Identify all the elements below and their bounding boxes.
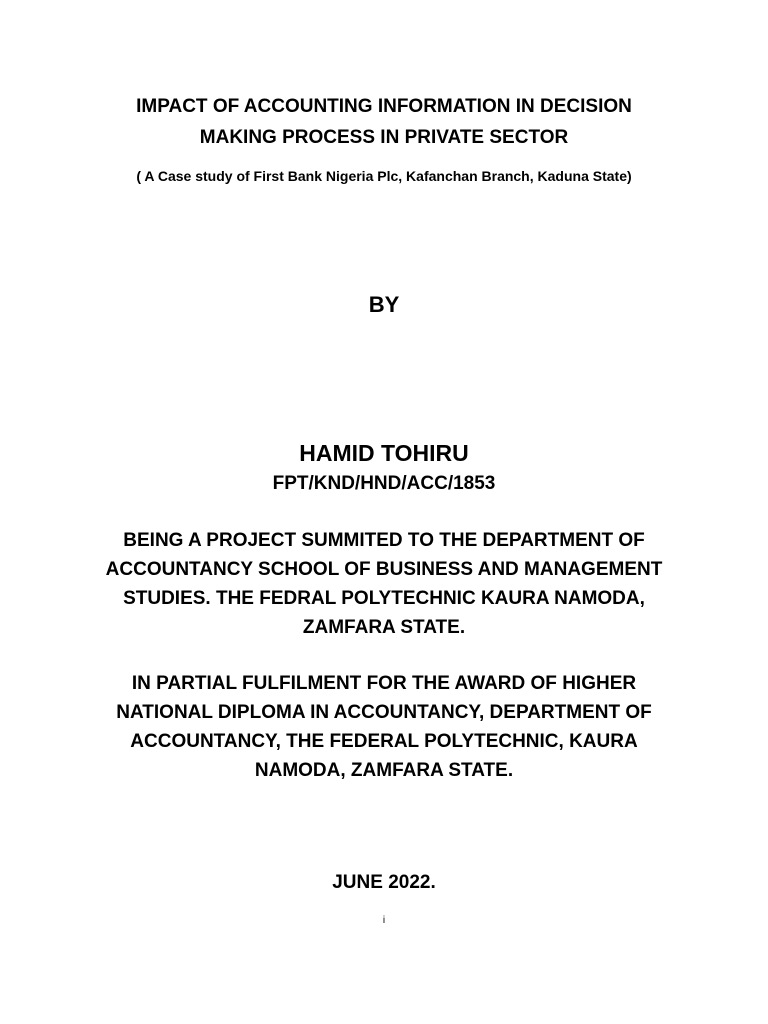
submission-line-1: BEING A PROJECT SUMMITED TO THE DEPARTMENT OF bbox=[123, 530, 645, 551]
fulfilment-line-3: ACCOUNTANCY, THE FEDERAL POLYTECHNIC, KAURA bbox=[130, 731, 638, 752]
title-line-1: IMPACT OF ACCOUNTING INFORMATION IN DECISION bbox=[136, 96, 632, 117]
fulfilment-line-2: NATIONAL DIPLOMA IN ACCOUNTANCY, DEPARTMENT OF bbox=[116, 702, 652, 723]
fulfilment-line-1: IN PARTIAL FULFILMENT FOR THE AWARD OF HIGHER bbox=[131, 673, 637, 694]
by-label: BY bbox=[368, 292, 400, 317]
title-line-2: MAKING PROCESS IN PRIVATE SECTOR bbox=[199, 127, 569, 148]
page-number: i bbox=[382, 915, 386, 926]
submission-line-3: STUDIES. THE FEDRAL POLYTECHNIC KAURA NAMODA, bbox=[123, 588, 645, 609]
submission-line-2: ACCOUNTANCY SCHOOL OF BUSINESS AND MANAGEMENT bbox=[105, 559, 663, 580]
registration-number: FPT/KND/HND/ACC/1853 bbox=[272, 473, 496, 494]
author-name: HAMID TOHIRU bbox=[299, 440, 469, 466]
date: JUNE 2022. bbox=[332, 872, 436, 893]
subtitle: ( A Case study of First Bank Nigeria Plc, Kafanchan Branch, Kaduna State) bbox=[136, 168, 632, 184]
fulfilment-line-4: NAMODA, ZAMFARA STATE. bbox=[254, 760, 514, 781]
submission-line-4: ZAMFARA STATE. bbox=[302, 617, 466, 638]
